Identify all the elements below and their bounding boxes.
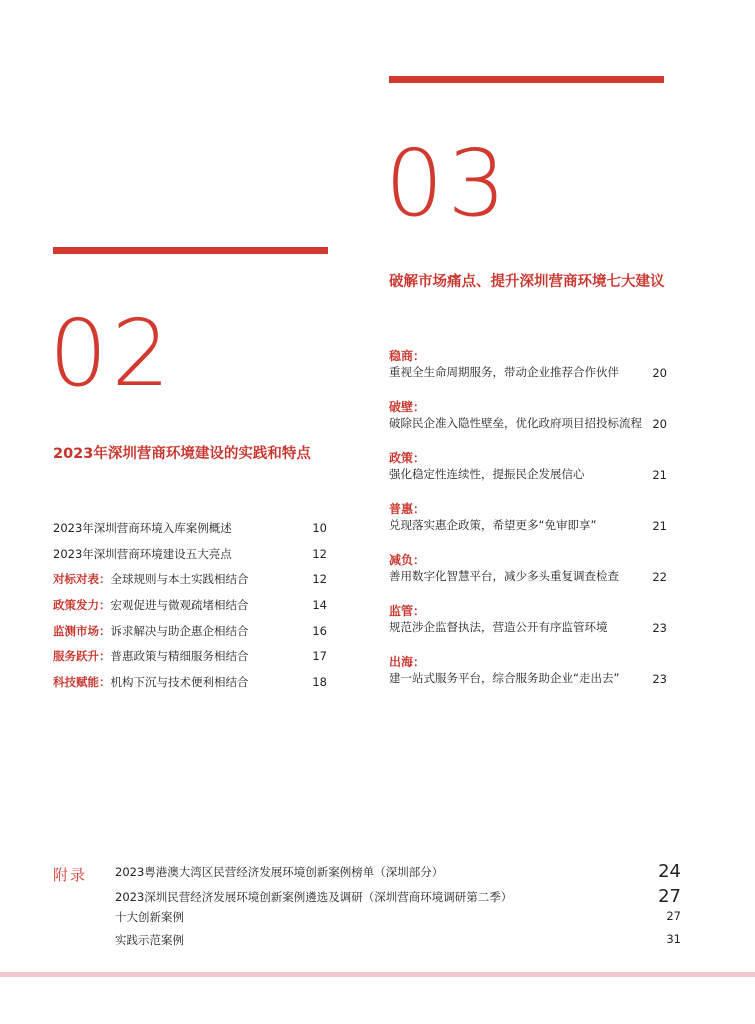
suggestion-page: 22 [652, 570, 667, 584]
suggestion-page: 20 [652, 417, 667, 431]
suggestion-item[interactable] [389, 603, 667, 654]
appendix-item[interactable] [115, 861, 681, 882]
suggestion-item[interactable] [389, 654, 667, 705]
toc-page: 16 [312, 623, 327, 638]
suggestion-head: 出海： [389, 655, 426, 669]
toc-row[interactable] [53, 623, 333, 649]
suggestion-text: 强化稳定性连续性，提振民企发展信心 [389, 467, 585, 481]
suggestion-page: 21 [652, 519, 667, 533]
toc-text: 2023年深圳营商环境建设五大亮点 [53, 546, 232, 561]
suggestion-text: 兑现落实惠企政策，希望更多“免审即享” [389, 518, 597, 532]
appendix-item[interactable] [115, 909, 681, 925]
suggestion-text: 重视全生命周期服务，带动企业推荐合作伙伴 [389, 365, 619, 379]
suggestion-item[interactable] [389, 552, 667, 603]
suggestion-page: 23 [652, 621, 667, 635]
suggestion-item[interactable] [389, 450, 667, 501]
suggestion-page: 21 [652, 468, 667, 482]
toc-text: 机构下沉与技术便利相结合 [110, 675, 249, 690]
toc-text: 普惠政策与精细服务相结合 [110, 649, 249, 664]
appendix-item[interactable] [115, 932, 681, 948]
appendix-label: 附录 [53, 866, 88, 884]
toc-page: 17 [312, 649, 327, 664]
appendix-page: 24 [658, 861, 681, 882]
appendix-page: 27 [666, 909, 681, 923]
toc-row[interactable] [53, 571, 333, 597]
appendix-item[interactable] [115, 886, 681, 907]
suggestion-head: 监管： [389, 604, 426, 618]
suggestion-text: 建一站式服务平台，综合服务助企业“走出去” [389, 671, 620, 685]
toc-row[interactable] [53, 674, 333, 700]
section02-number: 02 [49, 300, 175, 407]
section02-bar [53, 247, 328, 254]
toc-text: 诉求解决与助企惠企相结合 [110, 623, 249, 638]
appendix-text: 2023深圳民营经济发展环境创新案例遴选及调研（深圳营商环境调研第二季） [115, 890, 513, 904]
appendix-text: 十大创新案例 [115, 910, 184, 924]
toc-text: 2023年深圳营商环境入库案例概述 [53, 521, 232, 535]
toc-page: 14 [312, 598, 327, 613]
toc-keyword: 服务跃升： [53, 649, 111, 664]
toc-page: 18 [312, 675, 327, 690]
toc-page: 12 [312, 546, 327, 561]
section03-toc [389, 348, 667, 705]
toc-keyword: 监测市场： [53, 623, 111, 638]
appendix-page: 27 [658, 886, 681, 907]
suggestion-text: 破除民企准入隐性壁垒，优化政府项目招投标流程 [389, 416, 642, 430]
toc-text: 全球规则与本土实践相结合 [110, 572, 249, 587]
toc-text: 宏观促进与微观疏堵相结合 [110, 598, 249, 613]
suggestion-head: 普惠： [389, 502, 426, 516]
toc-row[interactable] [53, 520, 333, 546]
suggestion-head: 政策： [389, 451, 426, 465]
section03-title: 破解市场痛点、提升深圳营商环境七大建议 [389, 274, 665, 290]
suggestion-item[interactable] [389, 399, 667, 450]
toc-row[interactable] [53, 648, 333, 674]
suggestion-text: 善用数字化智慧平台，减少多头重复调查检查 [389, 569, 619, 583]
footer-divider [0, 972, 755, 977]
suggestion-page: 20 [652, 366, 667, 380]
toc-keyword: 科技赋能： [53, 675, 111, 690]
toc-row[interactable] [53, 546, 333, 572]
suggestion-head: 稳商： [389, 349, 426, 363]
toc-page: 12 [312, 572, 327, 587]
suggestion-page: 23 [652, 672, 667, 686]
toc-row[interactable] [53, 597, 333, 623]
section03-bar [389, 76, 664, 83]
suggestion-text: 规范涉企监督执法，营造公开有序监管环境 [389, 620, 608, 634]
appendix-text: 2023粤港澳大湾区民营经济发展环境创新案例榜单（深圳部分） [115, 865, 444, 879]
suggestion-item[interactable] [389, 501, 667, 552]
appendix-page: 31 [666, 932, 681, 946]
section02-title: 2023年深圳营商环境建设的实践和特点 [53, 446, 311, 462]
toc-page: 10 [312, 521, 327, 535]
section02-toc [53, 520, 333, 700]
suggestion-head: 减负： [389, 553, 426, 567]
appendix-text: 实践示范案例 [115, 933, 184, 947]
toc-keyword: 政策发力： [53, 598, 111, 613]
toc-keyword: 对标对表： [53, 572, 111, 587]
section03-number: 03 [385, 130, 511, 237]
suggestion-item[interactable] [389, 348, 667, 399]
suggestion-head: 破壁： [389, 400, 426, 414]
